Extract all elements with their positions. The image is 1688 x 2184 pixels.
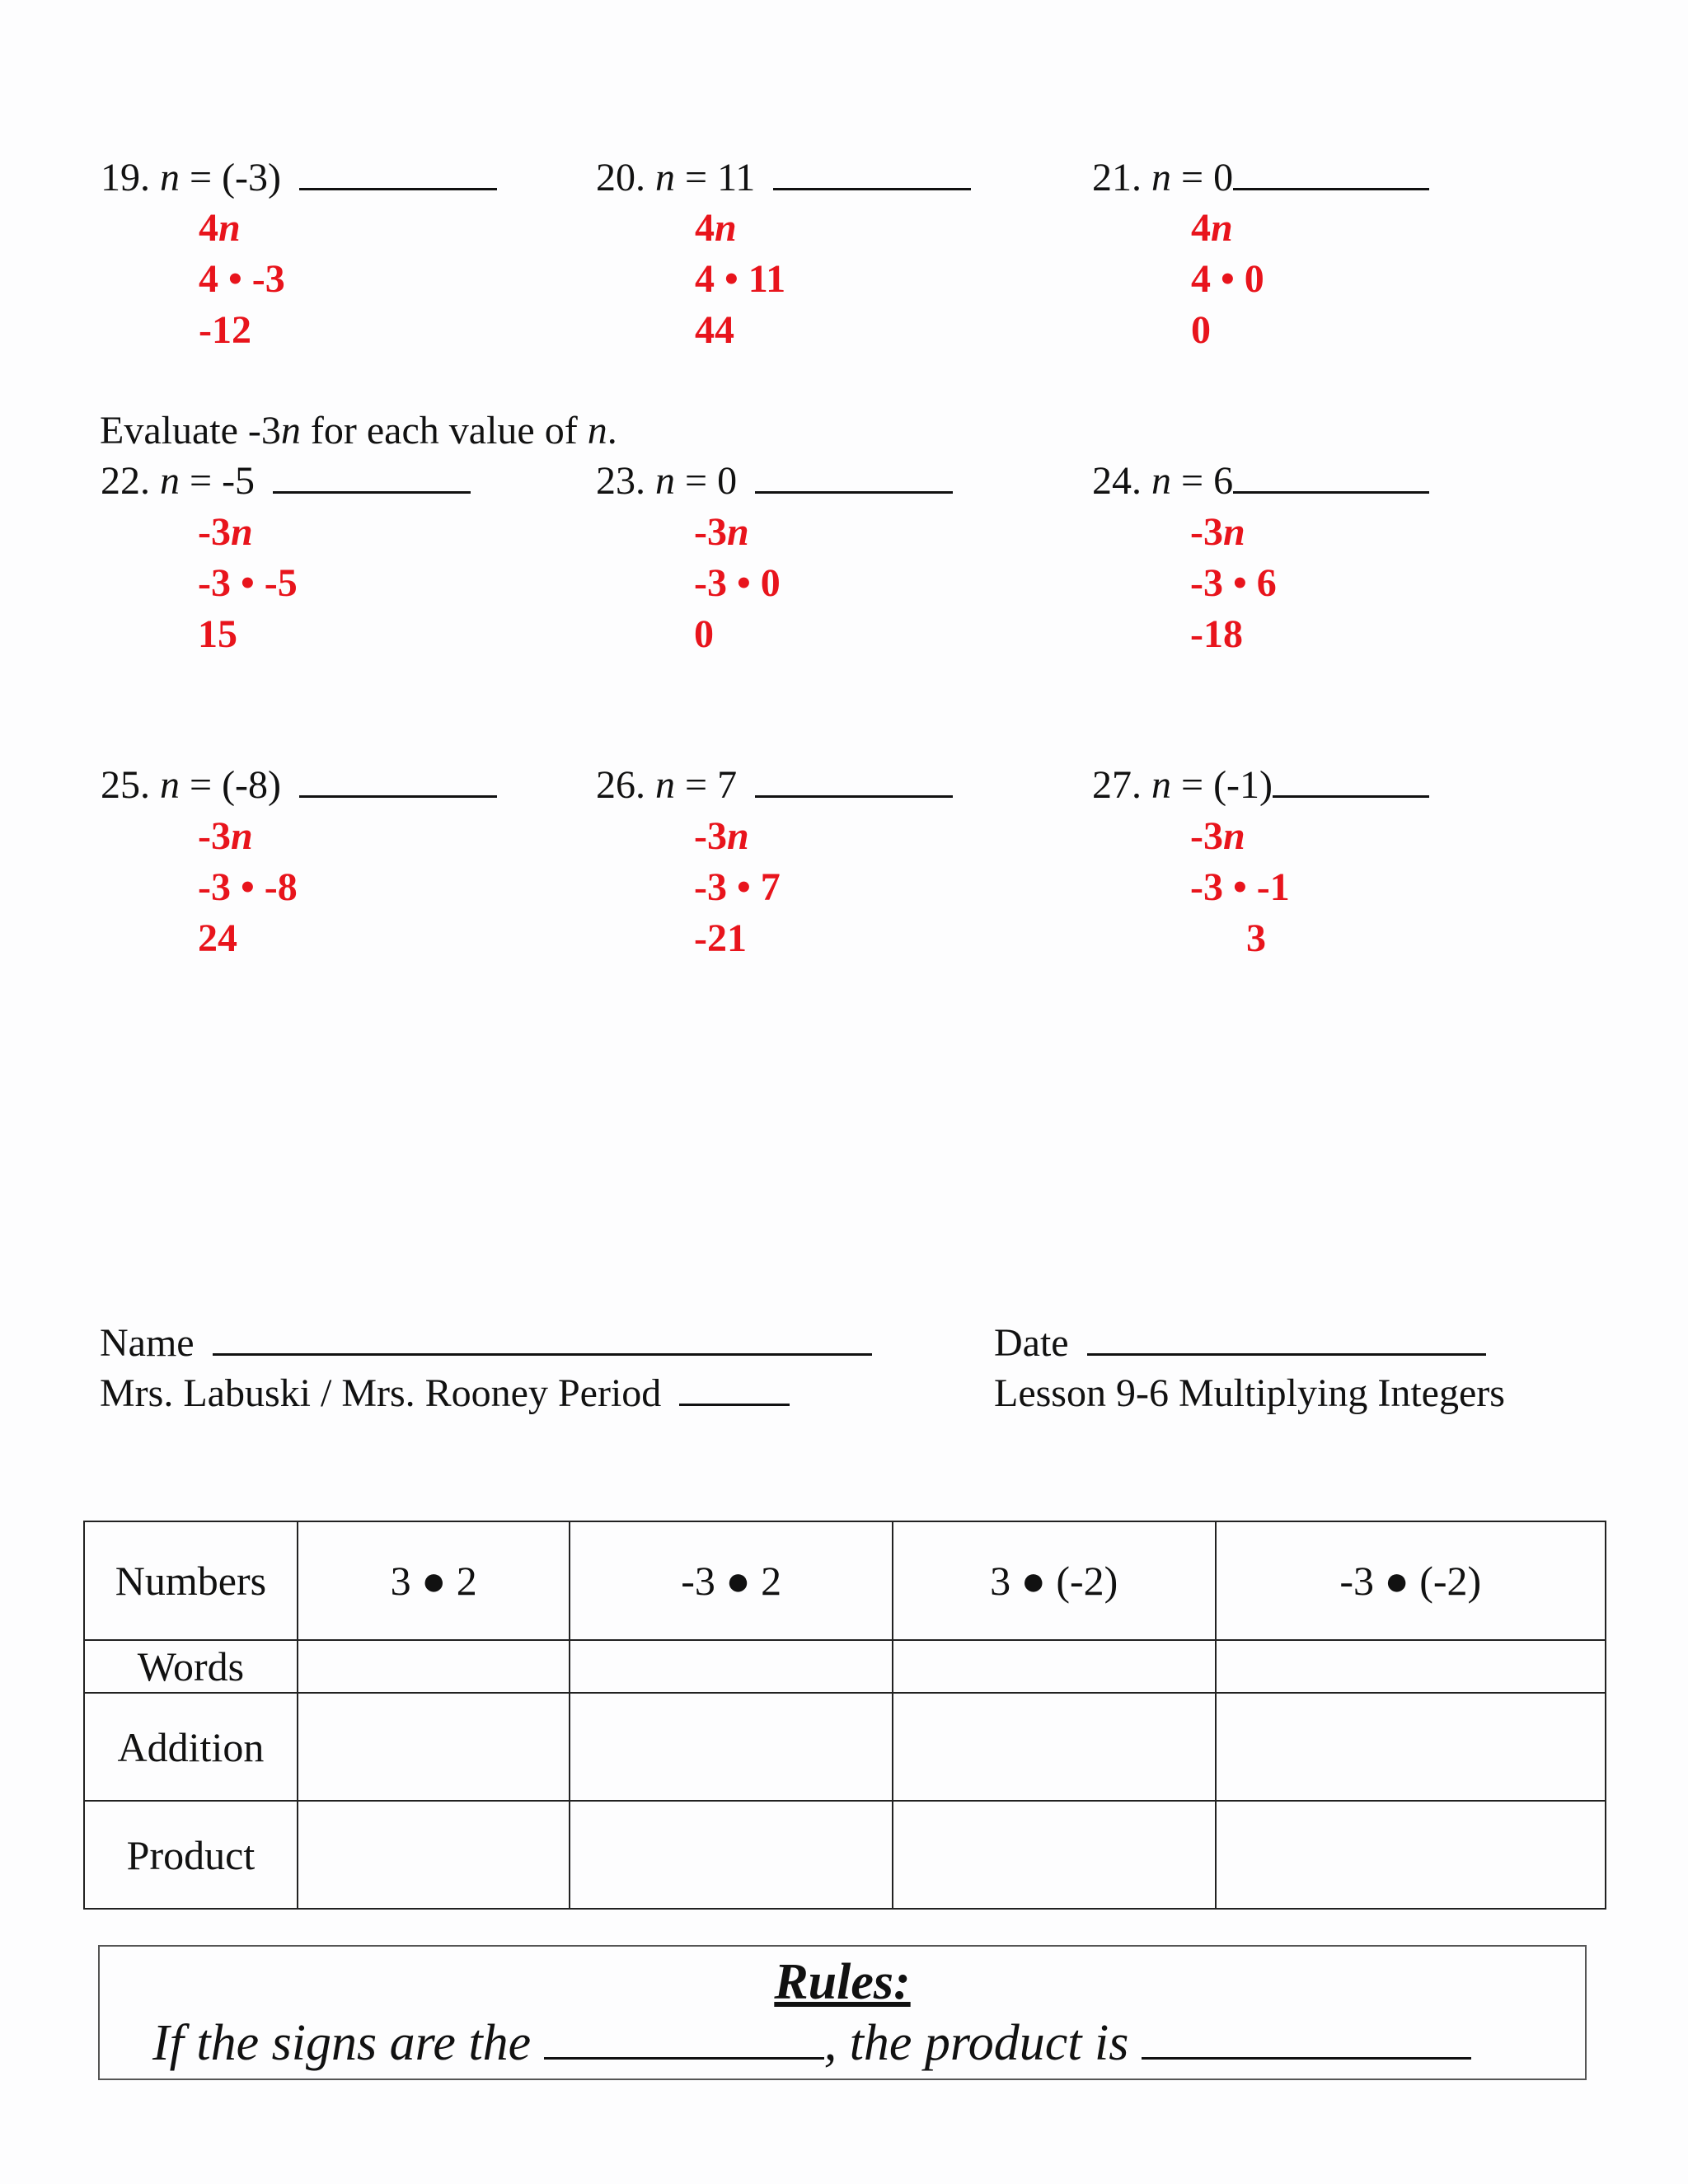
work-line: -21 — [694, 916, 747, 960]
problem-24 — [1092, 457, 1429, 506]
work-line: 4n — [199, 206, 241, 250]
table-cell[interactable] — [298, 1801, 570, 1909]
rules-title: Rules: — [774, 1954, 911, 2010]
problem-number: 24. — [1092, 459, 1151, 503]
table-cell[interactable] — [570, 1693, 893, 1801]
problem-value: = 7 — [675, 763, 738, 807]
table-cell[interactable] — [298, 1640, 570, 1693]
problem-23 — [596, 457, 953, 506]
answer-blank[interactable] — [755, 762, 953, 798]
answer-blank[interactable] — [299, 155, 497, 190]
work-line: 4n — [1191, 206, 1233, 250]
row-label: Product — [84, 1801, 298, 1909]
date-blank[interactable] — [1087, 1320, 1486, 1356]
work-line: 0 — [1191, 308, 1211, 352]
answer-blank[interactable] — [1233, 458, 1429, 494]
column-header: 3 ● 2 — [298, 1521, 570, 1640]
column-header: -3 ● (-2) — [1216, 1521, 1606, 1640]
problem-value: = (-8) — [180, 763, 282, 807]
rules-box — [98, 1945, 1587, 2080]
problem-number: 25. — [101, 763, 160, 807]
answer-blank[interactable] — [1233, 155, 1429, 190]
problem-value: = 0 — [675, 459, 738, 503]
period-blank[interactable] — [679, 1371, 790, 1406]
problem-number: 20. — [596, 156, 655, 199]
table-cell[interactable] — [893, 1693, 1216, 1801]
answer-blank[interactable] — [773, 155, 971, 190]
variable: n — [1151, 156, 1171, 199]
name-blank[interactable] — [213, 1320, 872, 1356]
table-cell[interactable] — [1216, 1640, 1606, 1693]
work-line: -18 — [1190, 612, 1243, 656]
work-line: 4n — [695, 206, 737, 250]
work-line: -3 • -1 — [1190, 865, 1290, 909]
date-field — [994, 1319, 1486, 1368]
problem-number: 19. — [101, 156, 160, 199]
variable: n — [1151, 459, 1171, 503]
work-line: -3n — [1190, 510, 1245, 554]
problem-number: 23. — [596, 459, 655, 503]
answer-blank[interactable] — [1273, 762, 1429, 798]
rule-line: If the signs are the , the product is — [152, 2014, 1471, 2073]
table-row — [84, 1640, 1606, 1693]
work-line: -3n — [198, 814, 253, 858]
work-line: -3n — [198, 510, 253, 554]
work-line: 4 • 0 — [1191, 257, 1264, 301]
name-field — [100, 1319, 872, 1368]
problem-number: 21. — [1092, 156, 1151, 199]
table-row — [84, 1801, 1606, 1909]
table-cell[interactable] — [1216, 1693, 1606, 1801]
answer-blank[interactable] — [755, 458, 953, 494]
multiplication-table — [83, 1521, 1606, 1910]
problem-value: = -5 — [180, 459, 256, 503]
answer-blank[interactable] — [273, 458, 471, 494]
work-line: 3 — [1246, 916, 1266, 960]
problem-value: = 0 — [1171, 156, 1234, 199]
signs-blank[interactable] — [544, 2014, 824, 2060]
variable: n — [655, 156, 675, 199]
problem-25 — [101, 761, 497, 810]
work-line: 4 • -3 — [199, 257, 285, 301]
problem-21 — [1092, 153, 1429, 203]
problem-value: = (-1) — [1171, 763, 1273, 807]
instruction: Evaluate -3n for each value of n. — [100, 409, 617, 452]
table-cell[interactable] — [298, 1693, 570, 1801]
problem-value: = 11 — [675, 156, 756, 199]
work-line: 24 — [198, 916, 237, 960]
column-header: -3 ● 2 — [570, 1521, 893, 1640]
answer-blank[interactable] — [299, 762, 497, 798]
row-label: Addition — [84, 1693, 298, 1801]
problem-number: 27. — [1092, 763, 1151, 807]
table-cell[interactable] — [570, 1801, 893, 1909]
work-line: 4 • 11 — [695, 257, 786, 301]
name-label: Name — [100, 1321, 195, 1365]
lesson-title: Lesson 9-6 Multiplying Integers — [994, 1371, 1505, 1415]
variable: n — [655, 763, 675, 807]
work-line: 44 — [695, 308, 734, 352]
column-header: 3 ● (-2) — [893, 1521, 1216, 1640]
row-label: Words — [84, 1640, 298, 1693]
teacher-period — [100, 1369, 790, 1418]
problem-value: = 6 — [1171, 459, 1234, 503]
work-line: -3n — [1190, 814, 1245, 858]
product-blank[interactable] — [1142, 2014, 1471, 2060]
problem-27 — [1092, 761, 1429, 810]
problem-number: 26. — [596, 763, 655, 807]
work-line: -3 • 6 — [1190, 561, 1277, 605]
problem-19 — [101, 153, 497, 203]
work-line: -3 • 7 — [694, 865, 781, 909]
work-line: -3 • 0 — [694, 561, 781, 605]
problem-value: = (-3) — [180, 156, 282, 199]
table-cell[interactable] — [893, 1640, 1216, 1693]
work-line: -12 — [199, 308, 251, 352]
variable: n — [655, 459, 675, 503]
table-cell[interactable] — [1216, 1801, 1606, 1909]
date-label: Date — [994, 1321, 1069, 1365]
variable: n — [160, 763, 180, 807]
work-line: -3 • -5 — [198, 561, 298, 605]
problem-20 — [596, 153, 971, 203]
variable: n — [160, 459, 180, 503]
row-label: Numbers — [84, 1521, 298, 1640]
work-line: 15 — [198, 612, 237, 656]
work-line: 0 — [694, 612, 714, 656]
work-line: -3n — [694, 814, 749, 858]
work-line: -3 • -8 — [198, 865, 298, 909]
work-line: -3n — [694, 510, 749, 554]
problem-22 — [101, 457, 471, 506]
problem-26 — [596, 761, 953, 810]
table-row — [84, 1693, 1606, 1801]
problem-number: 22. — [101, 459, 160, 503]
variable: n — [1151, 763, 1171, 807]
table-cell[interactable] — [570, 1640, 893, 1693]
table-cell[interactable] — [893, 1801, 1216, 1909]
table-row — [84, 1521, 1606, 1640]
teacher-label: Mrs. Labuski / Mrs. Rooney Period — [100, 1371, 662, 1415]
variable: n — [160, 156, 180, 199]
